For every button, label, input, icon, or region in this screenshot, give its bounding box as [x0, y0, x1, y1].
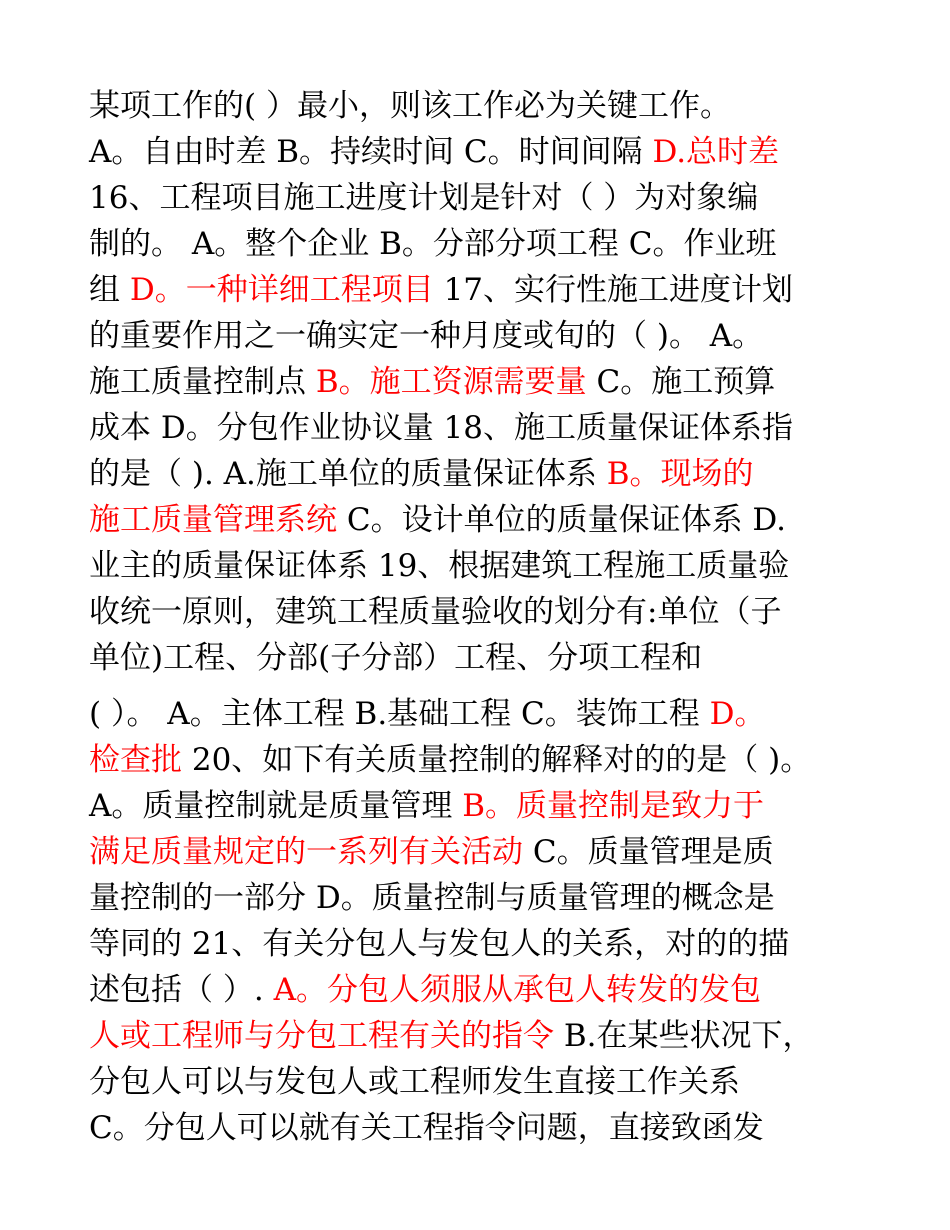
text-segment: 单位)工程、分部(子分部）工程、分项工程和	[89, 640, 703, 676]
text-segment: 成本 D。分包作业协议量 18、施工质量保证体系指	[89, 410, 794, 446]
answer-highlight: 检查批	[89, 742, 182, 778]
text-line	[89, 1016, 814, 1056]
text-line	[89, 786, 764, 826]
text-segment: 制的。 A。整个企业 B。分部分项工程 C。作业班	[89, 226, 777, 262]
answer-highlight: 施工质量管理系统	[89, 502, 337, 538]
text-segment: 述包括（ ）.	[89, 972, 274, 1008]
text-line	[89, 500, 786, 540]
text-line	[89, 592, 781, 632]
text-segment: A。质量控制就是质量管理	[89, 788, 463, 824]
text-line	[89, 970, 761, 1010]
text-segment: C。质量管理是质	[523, 834, 774, 870]
text-segment: 收统一原则，建筑工程质量验收的划分有:单位（子	[89, 594, 782, 630]
text-segment: A。自由时差 B。持续时间 C。时间间隔	[89, 134, 653, 170]
answer-highlight: D。	[709, 696, 766, 732]
text-segment: C。施工预算	[586, 364, 776, 400]
text-line	[89, 694, 765, 734]
text-segment: 某项工作的( ）最小，则该工作必为关键工作。	[89, 88, 731, 124]
text-segment: 组	[89, 272, 130, 308]
text-line	[89, 132, 779, 172]
text-line	[89, 832, 774, 872]
text-segment: B.在某些状况下，	[554, 1018, 814, 1054]
answer-highlight: D.总时差	[652, 134, 780, 170]
text-segment: 分包人可以与发包人或工程师发生直接工作关系	[89, 1064, 740, 1100]
text-line	[89, 740, 811, 780]
answer-highlight: B。施工资源需要量	[315, 364, 587, 400]
answer-highlight: D。一种详细工程项目	[129, 272, 434, 308]
text-line	[89, 224, 776, 264]
text-segment: C。分包人可以就有关工程指令问题，直接致函发	[89, 1110, 764, 1146]
text-segment: 等同的 21、有关分包人与发包人的关系，对的的描	[89, 926, 790, 962]
text-segment: 施工质量控制点	[89, 364, 316, 400]
text-line	[89, 86, 731, 126]
text-segment: 量控制的一部分 D。质量控制与质量管理的概念是	[89, 880, 775, 916]
text-segment: 的重要作用之一确实定一种月度或旬的（ )。 A。	[89, 318, 764, 354]
text-line	[89, 408, 793, 448]
text-line	[89, 362, 775, 402]
text-line	[89, 454, 754, 494]
text-line	[89, 270, 793, 310]
text-line	[89, 178, 758, 218]
text-segment: C。设计单位的质量保证体系 D.	[337, 502, 787, 538]
text-line	[89, 546, 789, 586]
text-line	[89, 638, 702, 678]
text-segment: 16、工程项目施工进度计划是针对（ ）为对象编	[89, 180, 759, 216]
text-line	[89, 878, 775, 918]
answer-highlight: 满足质量规定的一系列有关活动	[89, 834, 523, 870]
text-segment: 20、如下有关质量控制的解释对的的是（ )。	[182, 742, 812, 778]
text-line	[89, 316, 763, 356]
text-line	[89, 924, 789, 964]
answer-highlight: B。现场的	[606, 456, 754, 492]
text-line	[89, 1062, 740, 1102]
text-segment: 业主的质量保证体系 19、根据建筑工程施工质量验	[89, 548, 790, 584]
answer-highlight: 人或工程师与分包工程有关的指令	[89, 1018, 554, 1054]
text-line	[89, 1108, 764, 1148]
text-segment: 的是（ ). A.施工单位的质量保证体系	[89, 456, 607, 492]
text-segment: ( ）。 A。主体工程 B.基础工程 C。装饰工程	[89, 696, 710, 732]
answer-highlight: B。质量控制是致力于	[462, 788, 765, 824]
answer-highlight: A。分包人须服从承包人转发的发包	[273, 972, 761, 1008]
text-segment: 17、实行性施工进度计划	[433, 272, 794, 308]
